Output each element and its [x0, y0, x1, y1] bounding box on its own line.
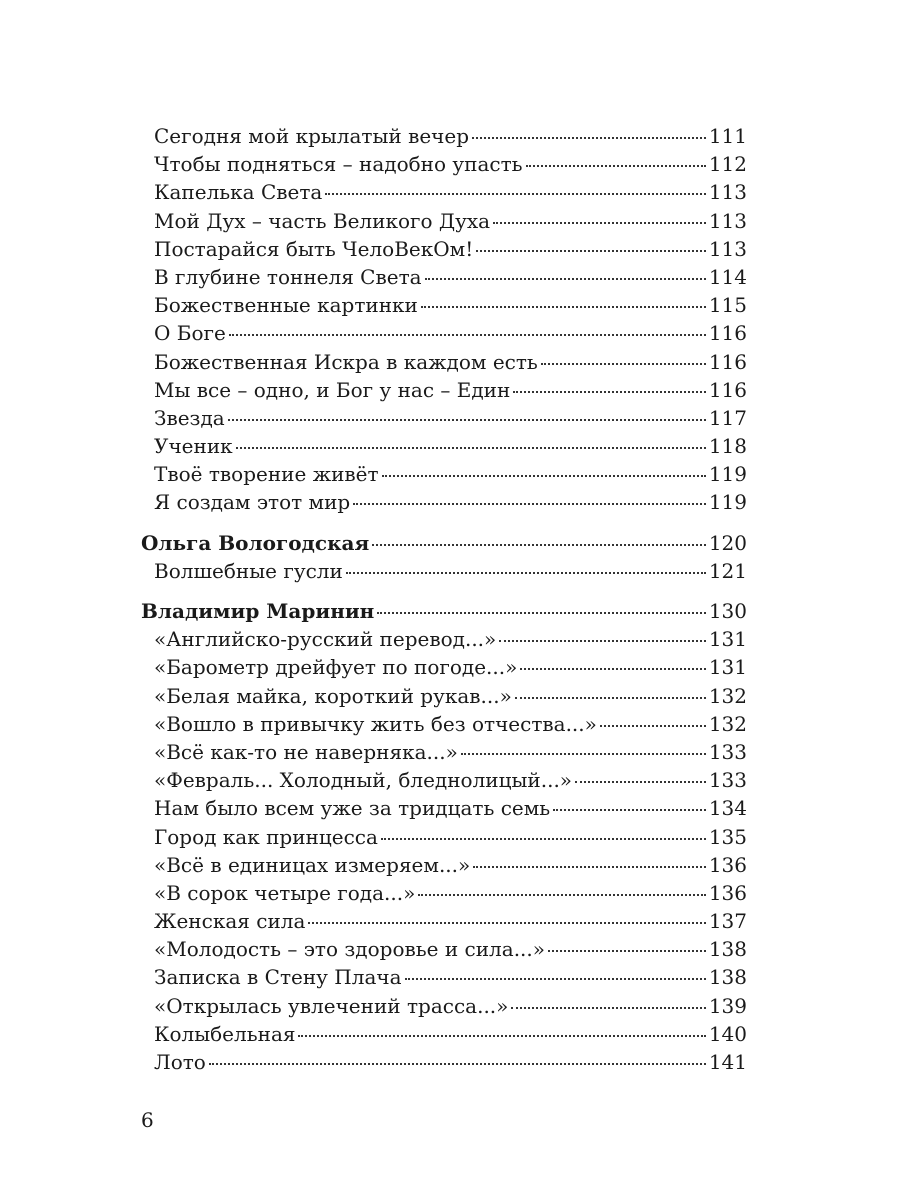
table-of-contents [141, 122, 747, 1076]
section-gap [141, 585, 747, 597]
page-number: 137 [708, 909, 747, 934]
entry-title: Женская сила [154, 909, 306, 934]
dot-leader [236, 447, 706, 449]
entry-title: Я создам этот мир [154, 490, 351, 515]
dot-leader [526, 165, 706, 167]
toc-entry [141, 963, 747, 991]
toc-entry [141, 150, 747, 178]
dot-leader [372, 544, 706, 546]
page-number: 141 [708, 1050, 747, 1074]
toc-section-1 [141, 122, 747, 517]
toc-entry [141, 178, 747, 206]
page-number: 140 [708, 1021, 747, 1046]
dot-leader [461, 753, 706, 755]
entry-title: Мой Дух – часть Великого Духа [154, 208, 491, 233]
toc-entry [141, 319, 747, 347]
page-number: 131 [708, 627, 747, 652]
page-number: 139 [708, 993, 747, 1018]
dot-leader [476, 250, 706, 252]
entry-title: «Всё как-то не наверняка...» [154, 739, 458, 764]
dot-leader [600, 725, 706, 727]
author-name: Владимир Маринин [141, 599, 375, 623]
dot-leader [520, 668, 705, 670]
entry-title: Ученик [154, 434, 233, 459]
entry-title: Мы все – одно, и Бог у нас – Един [154, 377, 511, 402]
entry-title: Лото [154, 1050, 206, 1074]
dot-leader [575, 781, 706, 783]
toc-entry [141, 432, 747, 460]
entry-title: «Белая майка, короткий рукав...» [154, 683, 512, 708]
entry-title: Божественная Искра в каждом есть [154, 349, 538, 374]
entry-title: «В сорок четыре года...» [154, 880, 416, 905]
dot-leader [493, 222, 706, 224]
dot-leader [425, 278, 706, 280]
toc-author-entry [141, 529, 747, 557]
toc-entry [141, 625, 747, 653]
page-number: 138 [708, 937, 747, 962]
toc-entry [141, 557, 747, 585]
dot-leader [548, 950, 706, 952]
entry-title: Записка в Стену Плача [154, 965, 402, 990]
page-number: 113 [708, 208, 747, 233]
page-number: 116 [708, 377, 747, 402]
entry-title: Волшебные гусли [154, 558, 343, 583]
dot-leader [511, 1007, 705, 1009]
page-number: 117 [708, 405, 747, 430]
dot-leader [209, 1063, 706, 1065]
page-number: 131 [708, 655, 747, 680]
dot-leader [377, 612, 706, 614]
dot-leader [381, 838, 706, 840]
toc-entry [141, 992, 747, 1020]
page-number: 111 [708, 124, 747, 148]
dot-leader [421, 306, 706, 308]
dot-leader [228, 419, 706, 421]
toc-author-entry [141, 597, 747, 625]
toc-entry [141, 122, 747, 150]
page-number: 119 [708, 462, 747, 487]
dot-leader [513, 391, 705, 393]
toc-entry [141, 823, 747, 851]
dot-leader [308, 922, 705, 924]
page-number: 116 [708, 349, 747, 374]
entry-title: Сегодня мой крылатый вечер [154, 124, 470, 148]
toc-entry [141, 738, 747, 766]
entry-title: «Молодость – это здоровье и сила...» [154, 937, 545, 962]
toc-entry [141, 851, 747, 879]
page-number: 113 [708, 236, 747, 261]
page-number: 136 [708, 852, 747, 877]
toc-entry [141, 376, 747, 404]
entry-title: «Барометр дрейфует по погоде...» [154, 655, 518, 680]
toc-entry [141, 907, 747, 935]
toc-entry [141, 348, 747, 376]
dot-leader [346, 572, 706, 574]
entry-title: Капелька Света [154, 180, 323, 205]
toc-entry [141, 460, 747, 488]
dot-leader [553, 809, 706, 811]
toc-entry [141, 1048, 747, 1076]
dot-leader [472, 137, 706, 139]
entry-title: «Английско-русский перевод...» [154, 627, 497, 652]
dot-leader [353, 503, 706, 505]
page-number: 132 [708, 683, 747, 708]
page-number: 133 [708, 739, 747, 764]
page-number: 120 [708, 530, 747, 555]
toc-entry [141, 879, 747, 907]
page-number: 119 [708, 490, 747, 515]
entry-title: Божественные картинки [154, 293, 418, 318]
toc-entry [141, 404, 747, 432]
toc-entry [141, 235, 747, 263]
entry-title: В глубине тоннеля Света [154, 264, 422, 289]
dot-leader [418, 894, 705, 896]
toc-entry [141, 207, 747, 235]
author-name: Ольга Вологодская [141, 530, 370, 555]
page-number: 112 [708, 152, 747, 177]
dot-leader [325, 193, 705, 195]
dot-leader [541, 363, 706, 365]
entry-title: «Вошло в привычку жить без отчества...» [154, 711, 597, 736]
entry-title: Чтобы подняться – надобно упасть [154, 152, 523, 177]
dot-leader [298, 1035, 705, 1037]
toc-entry [141, 653, 747, 681]
toc-entry [141, 682, 747, 710]
entry-title: Звезда [154, 405, 225, 430]
page-number: 116 [708, 321, 747, 346]
entry-title: Колыбельная [154, 1021, 296, 1046]
dot-leader [473, 866, 706, 868]
page-number: 135 [708, 824, 747, 849]
toc-entry [141, 794, 747, 822]
toc-entry [141, 488, 747, 516]
toc-entry [141, 710, 747, 738]
toc-entry [141, 935, 747, 963]
page-number: 132 [708, 711, 747, 736]
page-number: 113 [708, 180, 747, 205]
entry-title: О Боге [154, 321, 226, 346]
page-folio: 6 [141, 1108, 154, 1132]
toc-section-3 [141, 625, 747, 1076]
page-number: 114 [708, 264, 747, 289]
page-number: 130 [708, 599, 747, 623]
entry-title: Постарайся быть ЧелоВекОм! [154, 236, 474, 261]
entry-title: Твоё творение живёт [154, 462, 379, 487]
page-number: 121 [708, 558, 747, 583]
page-number: 138 [708, 965, 747, 990]
toc-entry [141, 291, 747, 319]
entry-title: «Февраль... Холодный, бледнолицый...» [154, 768, 573, 793]
toc-section-2 [141, 557, 747, 585]
page-number: 115 [708, 293, 747, 318]
entry-title: «Всё в единицах измеряем...» [154, 852, 471, 877]
dot-leader [515, 697, 706, 699]
dot-leader [405, 978, 706, 980]
toc-entry [141, 263, 747, 291]
dot-leader [382, 475, 706, 477]
page-number: 133 [708, 768, 747, 793]
entry-title: «Открылась увлечений трасса...» [154, 993, 509, 1018]
toc-entry [141, 766, 747, 794]
dot-leader [229, 334, 706, 336]
section-gap [141, 517, 747, 529]
entry-title: Нам было всем уже за тридцать семь [154, 796, 551, 821]
toc-entry [141, 1020, 747, 1048]
page-number: 136 [708, 880, 747, 905]
entry-title: Город как принцесса [154, 824, 378, 849]
page-number: 134 [708, 796, 747, 821]
page-number: 118 [708, 434, 747, 459]
dot-leader [499, 640, 706, 642]
